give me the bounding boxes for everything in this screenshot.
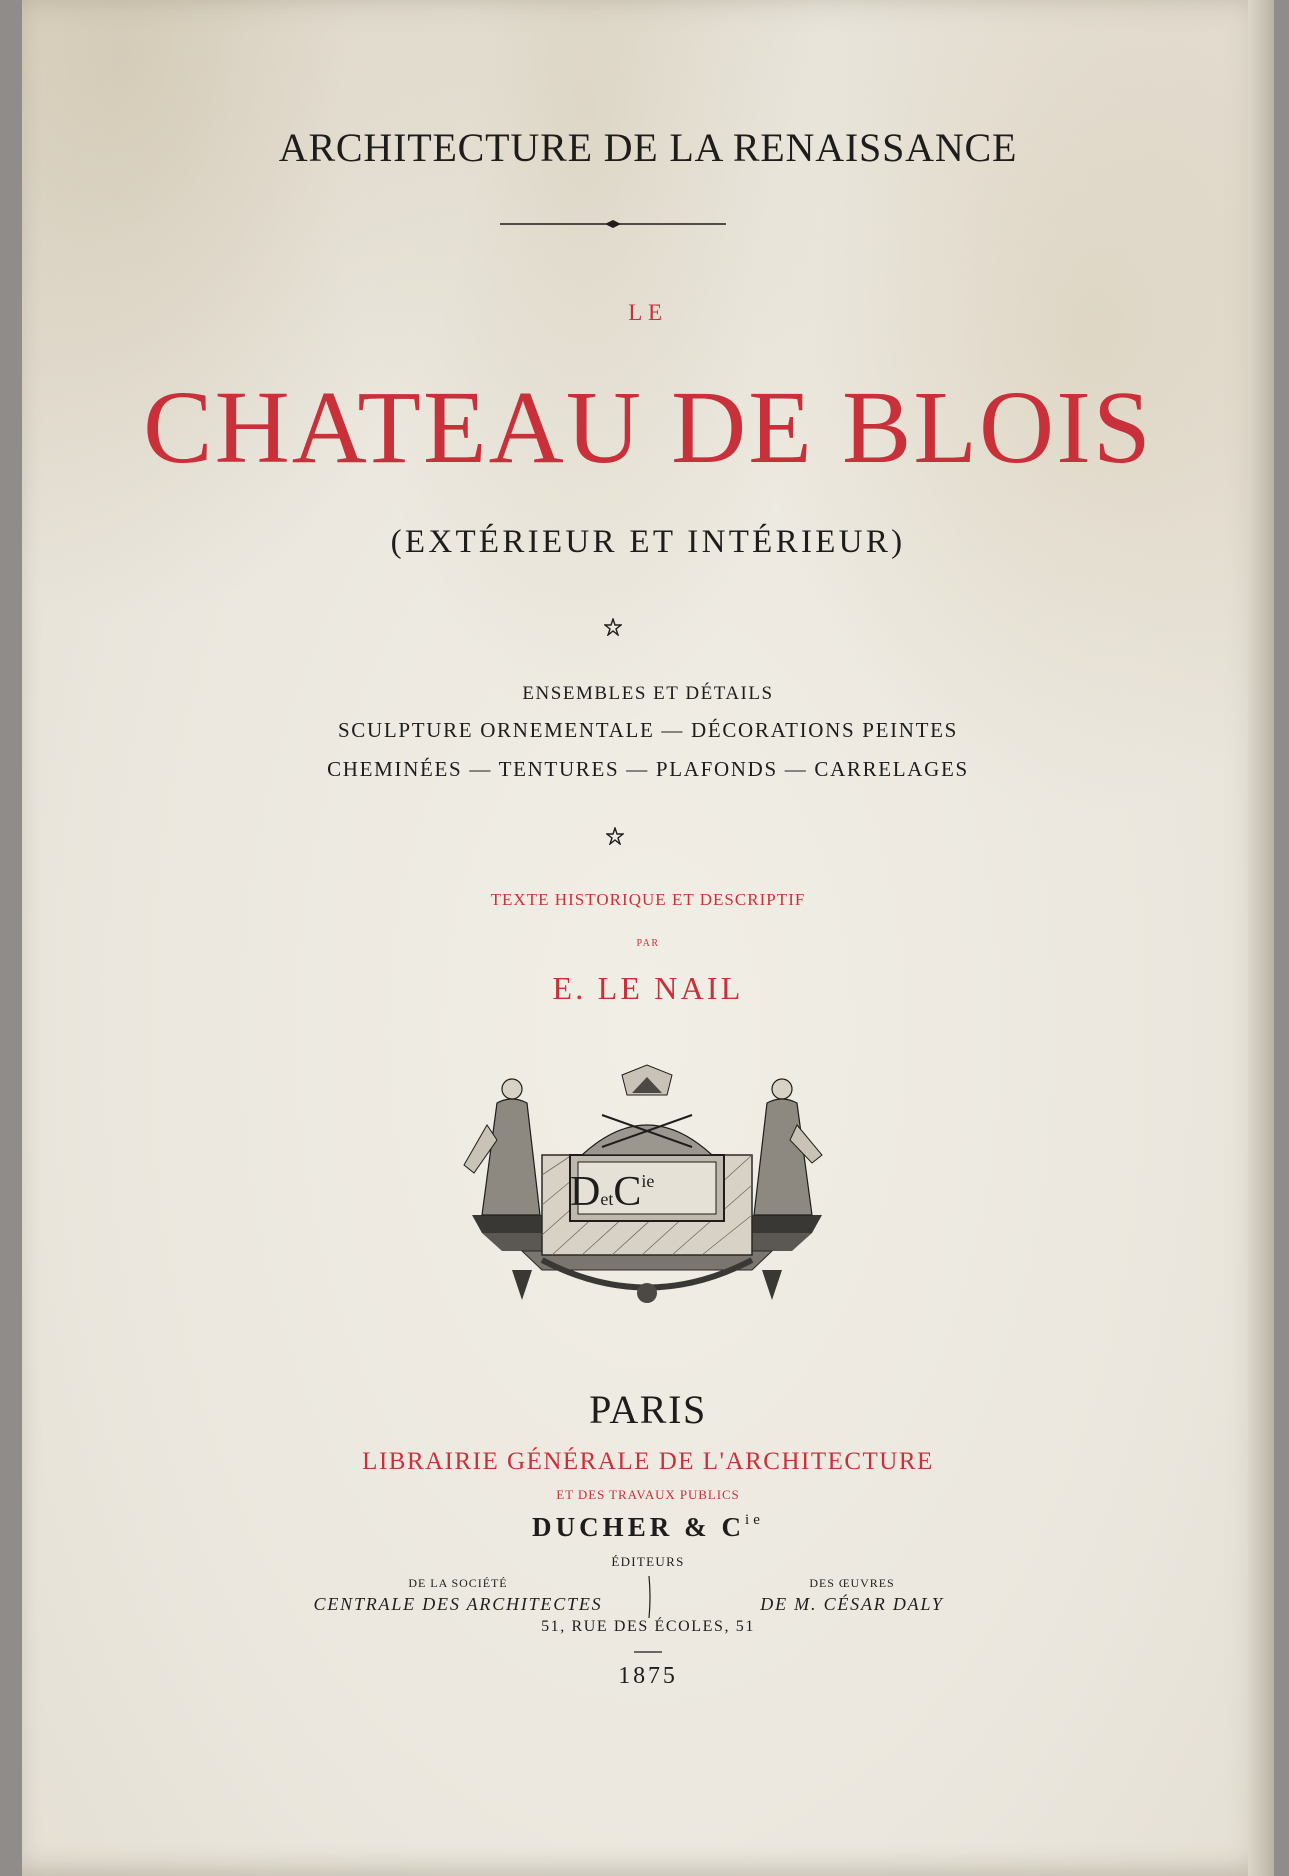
- publisher-line-1: LIBRAIRIE GÉNÉRALE DE L'ARCHITECTURE: [362, 1448, 934, 1475]
- star-ornament-2: [606, 827, 624, 845]
- city: PARIS: [589, 1387, 707, 1432]
- series-title: ARCHITECTURE DE LA RENAISSANCE: [278, 125, 1018, 170]
- title-page: [22, 0, 1274, 1876]
- main-title: CHATEAU DE BLOIS: [143, 370, 1153, 485]
- publisher-name: [22, 1512, 1274, 1543]
- by-label: PAR: [636, 938, 660, 949]
- publication-year: 1875: [618, 1663, 678, 1689]
- author-name: E. LE NAIL: [552, 970, 744, 1006]
- right-column-big: DE M. CÉSAR DALY: [760, 1594, 944, 1614]
- short-rule: [634, 1650, 662, 1654]
- address: 51, RUE DES ÉCOLES, 51: [541, 1618, 755, 1635]
- text-description: TEXTE HISTORIQUE ET DESCRIPTIF: [490, 890, 806, 909]
- monogram-c: C: [613, 1169, 642, 1215]
- right-column-small: DES ŒUVRES: [809, 1576, 895, 1590]
- publisher-mark-monogram: [570, 1168, 730, 1216]
- contents-line-3: CHEMINÉES — TENTURES — PLAFONDS — CARRELAGES: [327, 757, 969, 781]
- contents-line-1: ENSEMBLES ET DÉTAILS: [522, 683, 774, 704]
- left-column-small: DE LA SOCIÉTÉ: [408, 1576, 508, 1590]
- editeurs-label: ÉDITEURS: [611, 1554, 685, 1569]
- star-ornament-1: [604, 618, 622, 636]
- title-article: LE: [628, 300, 668, 325]
- monogram-d: D: [570, 1169, 601, 1215]
- publisher-name-text: DUCHER & C: [532, 1512, 746, 1542]
- contents-line-2: SCULPTURE ORNEMENTALE — DÉCORATIONS PEINTES: [337, 718, 959, 742]
- monogram-ie: ie: [641, 1171, 655, 1191]
- left-column-big: CENTRALE DES ARCHITECTES: [313, 1594, 603, 1614]
- ornamental-rule: [498, 214, 728, 234]
- publisher-line-2: ET DES TRAVAUX PUBLICS: [556, 1487, 740, 1502]
- column-divider: [645, 1576, 653, 1618]
- publisher-name-sup: ie: [745, 1512, 764, 1528]
- subtitle: (EXTÉRIEUR ET INTÉRIEUR): [390, 524, 906, 560]
- monogram-et: et: [600, 1189, 614, 1209]
